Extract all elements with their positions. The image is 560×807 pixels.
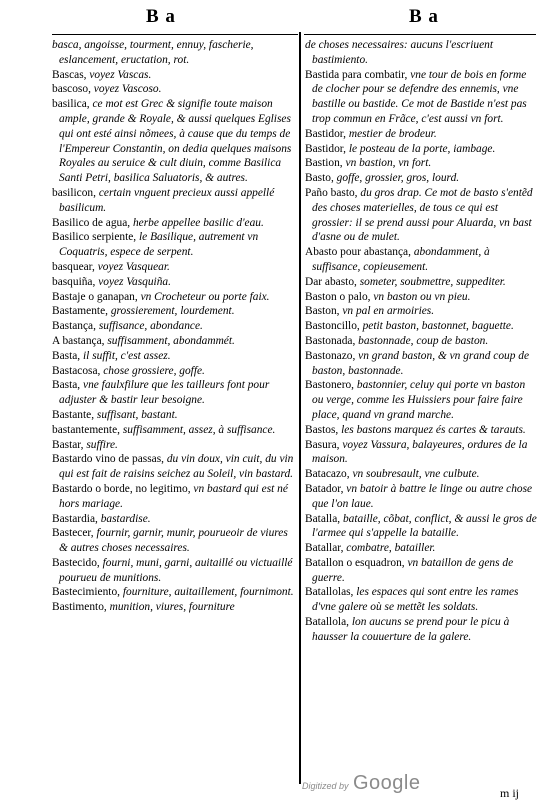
- dictionary-entry: [305, 512, 537, 542]
- entry-definition: fourni, muni, garni, auitaillé ou victuaillé pourueu de munitions.: [59, 556, 293, 584]
- entry-headword: Basura,: [305, 438, 343, 451]
- dictionary-entry: [305, 186, 537, 245]
- dictionary-entry: [305, 38, 537, 68]
- dictionary-entry: [52, 438, 297, 453]
- dictionary-entry: [305, 556, 537, 586]
- entry-definition: du gros drap. Ce mot de basto s'entẽd des choses materielles, de tous ce qui est grossier: il se prend aussi pour Aluarda, vn bast d'asne ou de mulet.: [312, 186, 533, 244]
- entry-headword: Bastecer,: [52, 527, 97, 540]
- entry-definition: le posteau de la porte, iambage.: [348, 142, 496, 155]
- entry-definition: vn grand baston, & vn grand coup de baston, bastonnade.: [312, 349, 529, 377]
- entry-headword: Bastion,: [305, 157, 346, 170]
- entry-headword: basilica,: [52, 98, 93, 111]
- entry-definition: vn baston ou vn pieu.: [373, 290, 471, 303]
- entry-headword: Batador,: [305, 482, 347, 495]
- entry-headword: bascoso,: [52, 83, 94, 96]
- entry-headword: Bastecimiento,: [52, 586, 123, 599]
- dictionary-entry: [52, 290, 297, 305]
- dictionary-entry: [305, 423, 537, 438]
- signature-mark: m ij: [500, 786, 520, 800]
- entry-definition: le Basilique, autrement vn Coquatris, espece de serpent.: [59, 231, 259, 259]
- entry-definition: il suffit, c'est assez.: [83, 349, 171, 362]
- entry-definition: combatre, batailler.: [346, 542, 436, 555]
- dictionary-entry: [52, 452, 297, 482]
- entry-headword: bastantemente,: [52, 423, 123, 436]
- entry-headword: Basto,: [305, 172, 337, 185]
- google-logo-text: Google: [352, 772, 421, 794]
- entry-definition: vn soubresault, vne culbute.: [352, 468, 480, 481]
- dictionary-entry: [305, 245, 537, 275]
- entry-definition: vne tour de bois en forme de clocher pour se defendre des ennemis, vne bastille ou bastide. Ce mot de Bastide n'est pas trop commun en Frãce, c'est aussi vn fort.: [312, 68, 527, 125]
- entry-definition: herbe appellee basilic d'eau.: [132, 216, 264, 229]
- entry-definition: lon aucuns se prend pour le picu à hausser la couuerture de la galere.: [312, 616, 510, 643]
- dictionary-entry: [305, 615, 537, 645]
- dictionary-entry: [52, 364, 297, 379]
- dictionary-entry: [52, 260, 297, 275]
- dictionary-entry: [305, 275, 537, 290]
- entry-headword: Batallolas,: [305, 586, 357, 599]
- dictionary-entry: [52, 526, 297, 556]
- entry-definition: vn Crocheteur ou porte faix.: [140, 290, 270, 303]
- entry-headword: Batallar,: [305, 542, 347, 555]
- entry-definition: ce mot est Grec & signifie toute maison ample, grande & Royale, & aussi quelques Eglises qui ont esté ainsi nõmees, à cause que du temps de l'Empereur Constantin, on dedia quelques maisons Royales au seruice & cult diuin, comme Basilica Santi Petri, basilica Saluatoris, & autres.: [59, 98, 292, 185]
- dictionary-entry: [52, 275, 297, 290]
- entry-headword: Bastecido,: [52, 556, 103, 569]
- entry-headword: Bascas,: [52, 68, 90, 81]
- entry-headword: Dar abasto,: [305, 275, 360, 288]
- entry-definition: voyez Vassura, balayeures, ordures de la maison.: [312, 438, 528, 466]
- entry-definition: les bastons marquez és cartes & tarauts.: [341, 423, 526, 436]
- entry-headword: Bastos,: [305, 423, 342, 436]
- entry-definition: suffisamment, abondammét.: [107, 334, 235, 347]
- entry-definition: chose grossiere, goffe.: [103, 364, 205, 377]
- entry-headword: Batallola,: [305, 616, 352, 629]
- dictionary-entry: [305, 127, 537, 142]
- entry-headword: Bastaje o ganapan,: [52, 290, 141, 303]
- entry-definition: voyez Vascas.: [89, 68, 152, 81]
- entry-headword: Bastidor,: [305, 142, 349, 155]
- entry-definition: bastardise.: [100, 512, 151, 525]
- entry-headword: Bastoncillo,: [305, 320, 363, 333]
- entry-headword: Bastida para combatir,: [305, 68, 411, 81]
- entry-headword: Paño basto,: [305, 186, 361, 199]
- entry-definition: vn batoir à battre le linge ou autre chose que l'on laue.: [312, 482, 533, 510]
- entry-headword: Basilico de agua,: [52, 216, 133, 229]
- entry-headword: Bastança,: [52, 320, 99, 333]
- entry-headword: Bastidor,: [305, 127, 349, 140]
- dictionary-entry: [52, 600, 297, 615]
- dictionary-entry: [52, 482, 297, 512]
- entry-definition: vn bastion, vn fort.: [345, 157, 432, 170]
- entry-headword: Baston o palo,: [305, 290, 374, 303]
- dictionary-entry: [52, 378, 297, 408]
- dictionary-entry: [52, 585, 297, 600]
- entry-headword: Basta,: [52, 379, 84, 392]
- dictionary-entry: [305, 304, 537, 319]
- entry-definition: bataille, cõbat, conflict, & aussi le gros de l'armee qui s'appelle la bataille.: [312, 512, 537, 540]
- entry-definition: suffisance, abondance.: [98, 320, 203, 333]
- entry-headword: Abasto pour abastança,: [305, 246, 414, 259]
- dictionary-entry: [305, 585, 537, 615]
- dictionary-entry: [52, 186, 297, 216]
- entry-definition: voyez Vascoso.: [93, 83, 162, 96]
- entry-definition: goffe, grossier, gros, lourd.: [336, 172, 460, 185]
- entry-headword: Bastante,: [52, 408, 97, 421]
- dictionary-entry: [305, 156, 537, 171]
- running-head-left: B a: [146, 6, 176, 27]
- entry-definition: bastonnade, coup de baston.: [358, 334, 489, 347]
- entry-headword: Bastardo o borde, no legitimo,: [52, 482, 194, 495]
- entry-headword: basilicon,: [52, 186, 99, 199]
- entry-definition: munition, viures, fourniture: [109, 601, 235, 614]
- dictionary-entry: [52, 216, 297, 231]
- dictionary-entry: [305, 68, 537, 127]
- column-divider: [299, 32, 301, 784]
- entry-definition: certain vnguent precieux aussi appellé basilicum.: [59, 186, 275, 214]
- dictionary-entry: [305, 467, 537, 482]
- entry-definition: vne faulxfilure que les tailleurs font pour adjuster & bastir leur besoigne.: [59, 379, 270, 407]
- entry-headword: Bastonero,: [305, 379, 357, 392]
- dictionary-entry: [305, 541, 537, 556]
- right-column: [305, 38, 537, 645]
- entry-definition: someter, soubmettre, suppediter.: [359, 275, 506, 288]
- entry-definition: du vin doux, vin cuit, du vin qui est fait de raisins seichez au Soleil, vin bastard.: [59, 453, 294, 481]
- dictionary-entry: [305, 290, 537, 305]
- dictionary-entry: [305, 378, 537, 422]
- dictionary-entry: [52, 556, 297, 586]
- dictionary-entry: [52, 408, 297, 423]
- dictionary-entry: [52, 349, 297, 364]
- entry-headword: Baston,: [305, 305, 343, 318]
- dictionary-entry: [305, 171, 537, 186]
- running-head-right: B a: [409, 6, 439, 27]
- dictionary-entry: [52, 512, 297, 527]
- entry-definition: vn bataillon de gens de guerre.: [312, 556, 514, 584]
- dictionary-entry: [52, 230, 297, 260]
- entry-definition: suffisamment, assez, à suffisance.: [122, 423, 276, 436]
- entry-definition: abondamment, à suffisance, copieusement.: [312, 246, 490, 273]
- dictionary-entry: [52, 38, 297, 68]
- dictionary-entry: [305, 438, 537, 468]
- entry-headword: Batallon o esquadron,: [305, 556, 408, 569]
- entry-definition: de choses necessaires: aucuns l'escriuent bastimiento.: [305, 39, 494, 66]
- entry-definition: vn bastard qui est né hors mariage.: [59, 482, 288, 510]
- entry-definition: suffire.: [86, 438, 118, 451]
- entry-definition: mestier de brodeur.: [348, 127, 437, 140]
- entry-definition: bastonnier, celuy qui porte vn baston ou verge, comme les Huissiers pour faire faire place, quand vn grand marche.: [312, 379, 526, 421]
- entry-headword: Batacazo,: [305, 468, 353, 481]
- entry-definition: basca, angoisse, tourment, ennuy, fascherie, eslancement, eructation, rot.: [52, 39, 254, 66]
- dictionary-entry: [52, 334, 297, 349]
- dictionary-entry: [305, 334, 537, 349]
- entry-definition: fournir, garnir, munir, pourueoir de viures & autres choses necessaires.: [59, 527, 288, 555]
- header-rule-right: [304, 34, 536, 35]
- entry-headword: basquiña,: [52, 275, 99, 288]
- google-watermark: [302, 772, 420, 795]
- dictionary-entry: [305, 349, 537, 379]
- entry-definition: voyez Vasquear.: [97, 260, 170, 273]
- entry-headword: basquear,: [52, 260, 98, 273]
- entry-headword: Bastacosa,: [52, 364, 104, 377]
- entry-headword: Bastonazo,: [305, 349, 359, 362]
- entry-headword: Bastardo vino de passas,: [52, 453, 167, 466]
- digitized-label: Digitized by: [302, 781, 349, 791]
- entry-definition: vn pal en armoiries.: [342, 305, 435, 318]
- entry-headword: Bastardia,: [52, 512, 101, 525]
- entry-definition: voyez Vasquiña.: [98, 275, 171, 288]
- header-rule-left: [52, 34, 298, 35]
- entry-headword: Bastar,: [52, 438, 87, 451]
- dictionary-entry: [52, 319, 297, 334]
- entry-headword: Bastonada,: [305, 334, 359, 347]
- entry-headword: Bastimento,: [52, 601, 110, 614]
- dictionary-entry: [305, 142, 537, 157]
- entry-headword: Basta,: [52, 349, 84, 362]
- dictionary-entry: [52, 97, 297, 186]
- left-column: [52, 38, 297, 615]
- dictionary-entry: [52, 304, 297, 319]
- dictionary-entry: [52, 423, 297, 438]
- dictionary-entry: [305, 319, 537, 334]
- entry-definition: petit baston, bastonnet, baguette.: [362, 320, 514, 333]
- entry-headword: A bastança,: [52, 334, 108, 347]
- entry-definition: les espaces qui sont entre les rames d'vne galere où se mettẽt les soldats.: [312, 586, 519, 614]
- entry-definition: fourniture, auitaillement, fournimont.: [122, 586, 294, 599]
- entry-headword: Bastamente,: [52, 305, 111, 318]
- entry-headword: Basilico serpiente,: [52, 231, 139, 244]
- entry-definition: grossierement, lourdement.: [110, 305, 235, 318]
- entry-definition: suffisant, bastant.: [96, 408, 178, 421]
- dictionary-entry: [52, 68, 297, 83]
- dictionary-entry: [305, 482, 537, 512]
- entry-headword: Batalla,: [305, 512, 343, 525]
- dictionary-entry: [52, 82, 297, 97]
